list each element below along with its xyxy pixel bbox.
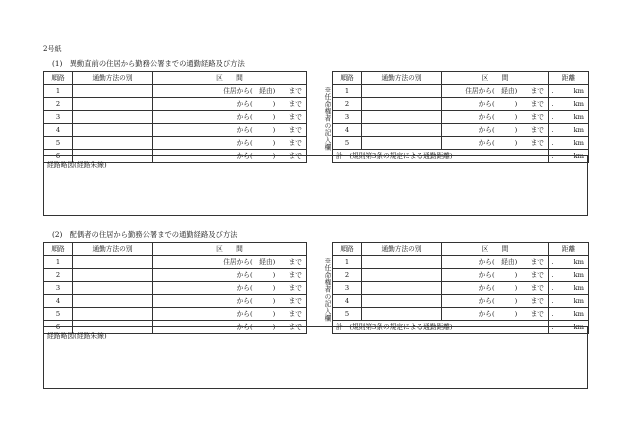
section-cell: から( ) まで [442,124,549,137]
section-cell: から( ) まで [442,269,549,282]
distance-cell: . km [549,124,589,137]
row-number: 5 [333,308,362,321]
section-cell: 住居から( 経由) まで [153,256,307,269]
header-section: 区 間 [442,243,549,256]
method-cell[interactable] [73,282,153,295]
method-cell[interactable] [73,137,153,150]
section-cell: から( ) まで [442,282,549,295]
section-cell: から( ) まで [153,321,307,334]
section-2-route-table [43,242,589,334]
route-map-label: 経路略図(経路朱線) [47,161,107,169]
section-cell: から( ) まで [442,308,549,321]
section-cell: から( ) まで [153,269,307,282]
row-number: 3 [44,282,73,295]
section-2-route-map[interactable] [43,326,588,389]
header-method: 通勤方法の別 [73,72,153,85]
header-method: 通勤方法の別 [362,72,442,85]
method-cell[interactable] [362,269,442,282]
distance-cell: . km [549,111,589,124]
distance-cell: . km [549,98,589,111]
row-number: 4 [44,295,73,308]
section-cell: から( ) まで [153,124,307,137]
row-number: 2 [333,98,362,111]
header-order: 順路 [44,72,73,85]
header-method: 通勤方法の別 [362,243,442,256]
table-header-row [44,72,589,85]
method-cell[interactable] [362,282,442,295]
distance-cell: . km [549,85,589,98]
header-order: 順路 [44,243,73,256]
header-distance: 距離 [549,243,589,256]
section-cell: から( ) まで [442,111,549,124]
section-cell: 住居から( 経由) まで [442,85,549,98]
method-cell[interactable] [362,111,442,124]
section-cell: から( ) まで [153,150,307,163]
table-header-row [44,243,589,256]
row-number: 1 [44,85,73,98]
header-distance: 距離 [549,72,589,85]
row-number: 6 [44,321,73,334]
section-cell: から( ) まで [153,111,307,124]
distance-cell: . km [549,256,589,269]
method-cell[interactable] [73,295,153,308]
row-number: 4 [44,124,73,137]
total-label: 計 (規則第3条の規定による通勤距離) [333,321,549,334]
section-2-title: (2) 配偶者の住居から勤務公署までの通勤経路及び方法 [52,230,238,239]
row-number: 4 [333,124,362,137]
route-map-label: 経路略図(経路朱線) [47,332,107,340]
appointer-note: ※任命権者の記入欄 [307,243,333,334]
row-number: 2 [333,269,362,282]
method-cell[interactable] [362,124,442,137]
section-cell: 住居から( 経由) まで [153,85,307,98]
row-number: 2 [44,269,73,282]
method-cell[interactable] [362,308,442,321]
method-cell[interactable] [362,137,442,150]
section-cell: から( ) まで [153,282,307,295]
section-cell: から( ) まで [153,308,307,321]
method-cell[interactable] [73,124,153,137]
method-cell[interactable] [362,295,442,308]
method-cell[interactable] [362,85,442,98]
distance-cell: . km [549,137,589,150]
method-cell[interactable] [73,269,153,282]
row-number: 5 [44,308,73,321]
row-number: 2 [44,98,73,111]
distance-cell: . km [549,295,589,308]
section-cell: から( ) まで [153,98,307,111]
method-cell[interactable] [73,85,153,98]
distance-cell: . km [549,282,589,295]
section-cell: から( ) まで [153,137,307,150]
header-order: 順路 [333,72,362,85]
appointer-note: ※任命権者の記入欄 [307,72,333,163]
row-number: 1 [333,256,362,269]
row-number: 3 [44,111,73,124]
header-section: 区 間 [442,72,549,85]
section-cell: から( ) まで [153,295,307,308]
method-cell[interactable] [73,111,153,124]
row-number: 4 [333,295,362,308]
form-number: 2号紙 [43,45,62,53]
header-section: 区 間 [153,243,307,256]
method-cell[interactable] [362,98,442,111]
section-cell: から( ) まで [442,295,549,308]
row-number: 1 [44,256,73,269]
section-1-route-table [43,71,589,163]
section-cell: から( ) まで [442,98,549,111]
row-number: 5 [44,137,73,150]
row-number: 1 [333,85,362,98]
distance-cell: . km [549,308,589,321]
row-number: 6 [44,150,73,163]
total-distance-cell: . km [549,150,589,163]
method-cell[interactable] [73,308,153,321]
row-number: 3 [333,111,362,124]
section-cell: から( 経由) まで [442,256,549,269]
header-order: 順路 [333,243,362,256]
section-1-title: (1) 異動直前の住居から勤務公署までの通勤経路及び方法 [52,59,245,68]
row-number: 3 [333,282,362,295]
method-cell[interactable] [73,98,153,111]
row-number: 5 [333,137,362,150]
total-label: 計 (規則第3条の規定による通勤距離) [333,150,549,163]
section-cell: から( ) まで [442,137,549,150]
section-1-route-map[interactable] [43,155,588,216]
method-cell[interactable] [73,256,153,269]
method-cell[interactable] [362,256,442,269]
header-method: 通勤方法の別 [73,243,153,256]
header-section: 区 間 [153,72,307,85]
distance-cell: . km [549,269,589,282]
total-distance-cell: . km [549,321,589,334]
